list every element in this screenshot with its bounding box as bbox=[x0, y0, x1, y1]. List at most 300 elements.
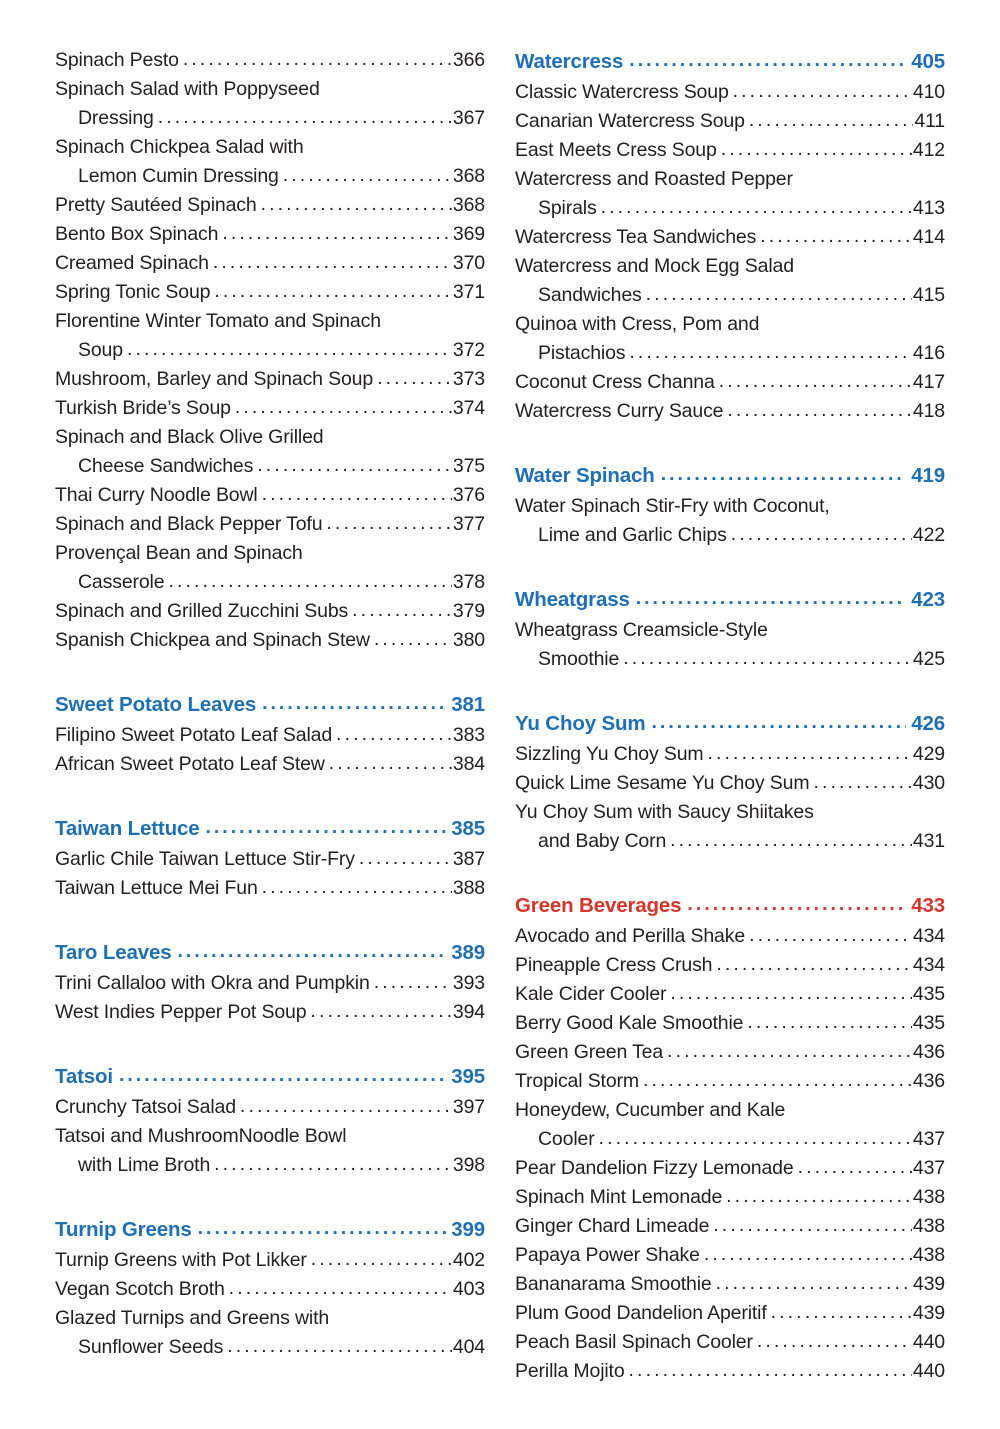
toc-entry-title: Plum Good Dandelion Aperitif bbox=[515, 1302, 767, 1324]
toc-entry[interactable] bbox=[515, 223, 945, 252]
toc-entry-title: Perilla Mojito bbox=[515, 1360, 625, 1382]
toc-page-number: 376 bbox=[452, 484, 485, 506]
toc-page-number: 437 bbox=[912, 1157, 945, 1179]
toc-entry[interactable] bbox=[515, 1183, 945, 1212]
toc-entry[interactable] bbox=[55, 452, 485, 481]
toc-entry[interactable] bbox=[55, 336, 485, 365]
dot-leader bbox=[713, 1211, 912, 1240]
toc-section bbox=[515, 460, 945, 550]
toc-page-number: 368 bbox=[452, 165, 485, 187]
toc-entry[interactable] bbox=[515, 1125, 945, 1154]
dot-leader bbox=[183, 45, 452, 74]
toc-entry[interactable] bbox=[55, 597, 485, 626]
toc-page-number: 412 bbox=[912, 139, 945, 161]
toc-entry-title: Bento Box Spinach bbox=[55, 223, 219, 245]
toc-entry[interactable] bbox=[515, 1357, 945, 1386]
dot-leader bbox=[813, 768, 911, 797]
toc-entry[interactable] bbox=[515, 1270, 945, 1299]
toc-page-number: 371 bbox=[452, 281, 485, 303]
toc-section-heading[interactable] bbox=[55, 689, 485, 721]
dot-leader bbox=[747, 1008, 912, 1037]
toc-section bbox=[515, 708, 945, 856]
toc-page-number: 414 bbox=[912, 226, 945, 248]
dot-leader bbox=[798, 1153, 912, 1182]
dot-leader bbox=[731, 520, 912, 549]
toc-section-heading[interactable] bbox=[55, 813, 485, 845]
dot-leader bbox=[262, 480, 452, 509]
toc-entry[interactable] bbox=[515, 397, 945, 426]
toc-entry[interactable] bbox=[55, 750, 485, 779]
dot-leader bbox=[352, 596, 452, 625]
toc-entry-title: Casserole bbox=[78, 571, 165, 593]
toc-section bbox=[55, 1214, 485, 1362]
dot-leader bbox=[727, 396, 912, 425]
toc-page-number: 426 bbox=[911, 712, 945, 735]
toc-page-number: 440 bbox=[912, 1360, 945, 1382]
toc-entry[interactable] bbox=[55, 1246, 485, 1275]
toc-entry-title: Classic Watercress Soup bbox=[515, 81, 729, 103]
toc-entry[interactable] bbox=[55, 1151, 485, 1180]
dot-leader bbox=[214, 1150, 452, 1179]
toc-section-heading[interactable] bbox=[515, 584, 945, 616]
dot-leader bbox=[757, 1327, 912, 1356]
toc-entry-title: Peach Basil Spinach Cooler bbox=[515, 1331, 753, 1353]
toc-entry[interactable] bbox=[515, 521, 945, 550]
dot-leader bbox=[721, 135, 912, 164]
dot-leader bbox=[771, 1298, 912, 1327]
toc-section-title: Water Spinach bbox=[515, 464, 655, 487]
toc-page-number: 431 bbox=[912, 830, 945, 852]
dot-leader bbox=[222, 219, 452, 248]
toc-entry-title: Spinach and Grilled Zucchini Subs bbox=[55, 600, 349, 622]
dot-leader bbox=[760, 222, 912, 251]
toc-entry-title: Pistachios bbox=[538, 342, 626, 364]
toc-entry-title: Pineapple Cress Crush bbox=[515, 954, 713, 976]
dot-leader bbox=[646, 280, 912, 309]
toc-section bbox=[515, 584, 945, 674]
toc-entry-title: Turnip Greens with Pot Likker bbox=[55, 1249, 307, 1271]
toc-entry-title: Spinach Mint Lemonade bbox=[515, 1186, 723, 1208]
dot-leader bbox=[310, 997, 451, 1026]
toc-entry[interactable] bbox=[55, 133, 485, 162]
toc-section-title: Tatsoi bbox=[55, 1065, 113, 1088]
toc-entry-title: Mushroom, Barley and Spinach Soup bbox=[55, 368, 374, 390]
toc-section-heading[interactable] bbox=[55, 1061, 485, 1093]
dot-leader bbox=[326, 509, 452, 538]
toc-entry[interactable] bbox=[515, 310, 945, 339]
toc-entry[interactable] bbox=[55, 845, 485, 874]
toc-section bbox=[55, 937, 485, 1027]
dot-leader bbox=[177, 936, 446, 967]
toc-entry-title: Taiwan Lettuce Mei Fun bbox=[55, 877, 258, 899]
toc-page-number: 383 bbox=[452, 724, 485, 746]
toc-entry[interactable] bbox=[55, 1333, 485, 1362]
dot-leader bbox=[262, 688, 446, 719]
toc-entry[interactable] bbox=[55, 365, 485, 394]
dot-leader bbox=[214, 277, 452, 306]
toc-entry-title: Kale Cider Cooler bbox=[515, 983, 667, 1005]
dot-leader bbox=[661, 459, 907, 490]
toc-entry[interactable] bbox=[55, 278, 485, 307]
toc-entry[interactable] bbox=[515, 281, 945, 310]
toc-section-heading[interactable] bbox=[515, 708, 945, 740]
toc-page-number: 393 bbox=[452, 972, 485, 994]
toc-entry-title: Pretty Sautéed Spinach bbox=[55, 194, 257, 216]
toc-page-number: 385 bbox=[451, 817, 485, 840]
toc-page-number: 368 bbox=[452, 194, 485, 216]
dot-leader bbox=[240, 1092, 452, 1121]
toc-page-number: 380 bbox=[452, 629, 485, 651]
dot-leader bbox=[636, 583, 907, 614]
toc-entry-title: Papaya Power Shake bbox=[515, 1244, 700, 1266]
toc-entry-title: Spinach Salad with Poppyseed bbox=[55, 78, 320, 100]
toc-page-number: 402 bbox=[452, 1249, 485, 1271]
toc-page-number: 419 bbox=[911, 464, 945, 487]
toc-section-title: Taro Leaves bbox=[55, 941, 172, 964]
toc-columns bbox=[55, 46, 945, 1386]
toc-entry-title: Sizzling Yu Choy Sum bbox=[515, 743, 704, 765]
dot-leader bbox=[261, 190, 452, 219]
toc-section-heading[interactable] bbox=[515, 890, 945, 922]
toc-entry-title: Wheatgrass Creamsicle-Style bbox=[515, 619, 768, 641]
toc-entry[interactable] bbox=[55, 162, 485, 191]
dot-leader bbox=[227, 1332, 452, 1361]
toc-section bbox=[55, 813, 485, 903]
toc-page-number: 369 bbox=[452, 223, 485, 245]
toc-page-number: 436 bbox=[912, 1041, 945, 1063]
toc-entry-title: African Sweet Potato Leaf Stew bbox=[55, 753, 325, 775]
toc-entry[interactable] bbox=[55, 1093, 485, 1122]
toc-entry[interactable] bbox=[515, 827, 945, 856]
toc-page-number: 373 bbox=[452, 368, 485, 390]
toc-entry[interactable] bbox=[515, 1067, 945, 1096]
toc-entry[interactable] bbox=[515, 136, 945, 165]
toc-section-heading[interactable] bbox=[515, 460, 945, 492]
dot-leader bbox=[629, 338, 912, 367]
toc-entry[interactable] bbox=[55, 46, 485, 75]
toc-entry[interactable] bbox=[515, 368, 945, 397]
toc-section-heading[interactable] bbox=[55, 1214, 485, 1246]
dot-leader bbox=[262, 873, 452, 902]
toc-entry[interactable] bbox=[55, 539, 485, 568]
toc-entry-title: Provençal Bean and Spinach bbox=[55, 542, 303, 564]
toc-entry-title: Green Green Tea bbox=[515, 1041, 664, 1063]
toc-entry[interactable] bbox=[515, 740, 945, 769]
toc-page-number: 404 bbox=[452, 1336, 485, 1358]
toc-entry-title: Quinoa with Cress, Pom and bbox=[515, 313, 760, 335]
toc-page-number: 429 bbox=[912, 743, 945, 765]
toc-page-number: 439 bbox=[912, 1302, 945, 1324]
toc-page-number: 403 bbox=[452, 1278, 485, 1300]
toc-entry[interactable] bbox=[515, 107, 945, 136]
toc-page-number: 375 bbox=[452, 455, 485, 477]
dot-leader bbox=[198, 1213, 447, 1244]
toc-page-number: 418 bbox=[912, 400, 945, 422]
toc-entry[interactable] bbox=[515, 252, 945, 281]
toc-entry-title: Dressing bbox=[78, 107, 154, 129]
dot-leader bbox=[708, 739, 912, 768]
toc-entry[interactable] bbox=[55, 568, 485, 597]
toc-entry[interactable] bbox=[515, 194, 945, 223]
dot-leader bbox=[687, 889, 906, 920]
dot-leader bbox=[733, 77, 912, 106]
toc-entry-title: with Lime Broth bbox=[78, 1154, 211, 1176]
toc-entry[interactable] bbox=[515, 1328, 945, 1357]
dot-leader bbox=[623, 644, 912, 673]
toc-page-number: 370 bbox=[452, 252, 485, 274]
dot-leader bbox=[667, 1037, 912, 1066]
toc-entry[interactable] bbox=[55, 969, 485, 998]
toc-entry[interactable] bbox=[55, 510, 485, 539]
toc-column-left bbox=[55, 46, 485, 1362]
toc-entry[interactable] bbox=[55, 1304, 485, 1333]
dot-leader bbox=[599, 1124, 912, 1153]
toc-entry[interactable] bbox=[55, 249, 485, 278]
toc-entry[interactable] bbox=[515, 1241, 945, 1270]
toc-page-number: 413 bbox=[912, 197, 945, 219]
toc-section bbox=[55, 689, 485, 779]
toc-page-number: 423 bbox=[911, 588, 945, 611]
toc-section bbox=[515, 46, 945, 426]
toc-entry[interactable] bbox=[55, 394, 485, 423]
toc-section-heading[interactable] bbox=[515, 46, 945, 78]
toc-entry-title: Garlic Chile Taiwan Lettuce Stir-Fry bbox=[55, 848, 355, 870]
toc-entry[interactable] bbox=[55, 220, 485, 249]
dot-leader bbox=[643, 1066, 912, 1095]
toc-entry[interactable] bbox=[55, 874, 485, 903]
dot-leader bbox=[749, 921, 912, 950]
toc-page-number: 438 bbox=[912, 1186, 945, 1208]
toc-page-number: 388 bbox=[452, 877, 485, 899]
toc-section-title: Yu Choy Sum bbox=[515, 712, 646, 735]
toc-entry-title: Sandwiches bbox=[538, 284, 642, 306]
dot-leader bbox=[670, 826, 912, 855]
dot-leader bbox=[283, 161, 452, 190]
toc-page-number: 395 bbox=[451, 1065, 485, 1088]
toc-entry-title: Crunchy Tatsoi Salad bbox=[55, 1096, 236, 1118]
toc-page-number: 435 bbox=[912, 983, 945, 1005]
toc-page-number: 387 bbox=[452, 848, 485, 870]
dot-leader bbox=[213, 248, 452, 277]
toc-page-number: 405 bbox=[911, 50, 945, 73]
dot-leader bbox=[311, 1245, 452, 1274]
toc-page-number: 425 bbox=[912, 648, 945, 670]
toc-page-number: 389 bbox=[451, 941, 485, 964]
toc-page-number: 436 bbox=[912, 1070, 945, 1092]
toc-page-number: 372 bbox=[452, 339, 485, 361]
toc-entry-title: Sunflower Seeds bbox=[78, 1336, 224, 1358]
toc-entry[interactable] bbox=[515, 798, 945, 827]
toc-page-number: 437 bbox=[912, 1128, 945, 1150]
toc-page-number: 411 bbox=[914, 110, 945, 132]
toc-entry[interactable] bbox=[515, 1154, 945, 1183]
toc-page-number: 410 bbox=[912, 81, 945, 103]
toc-entry-title: Watercress Curry Sauce bbox=[515, 400, 724, 422]
toc-entry[interactable] bbox=[55, 1275, 485, 1304]
toc-entry-title: Turkish Bride’s Soup bbox=[55, 397, 231, 419]
toc-entry-title: Spring Tonic Soup bbox=[55, 281, 211, 303]
toc-section bbox=[55, 46, 485, 655]
toc-entry-title: Yu Choy Sum with Saucy Shiitakes bbox=[515, 801, 814, 823]
toc-entry-title: Vegan Scotch Broth bbox=[55, 1278, 225, 1300]
toc-entry-title: Glazed Turnips and Greens with bbox=[55, 1307, 330, 1329]
toc-page-number: 397 bbox=[452, 1096, 485, 1118]
toc-page-number: 434 bbox=[912, 954, 945, 976]
toc-section-title: Wheatgrass bbox=[515, 588, 630, 611]
dot-leader bbox=[651, 707, 906, 738]
toc-entry[interactable] bbox=[515, 1212, 945, 1241]
toc-entry-title: Creamed Spinach bbox=[55, 252, 209, 274]
toc-entry-title: Spinach and Black Olive Grilled bbox=[55, 426, 324, 448]
toc-entry-title: Cheese Sandwiches bbox=[78, 455, 254, 477]
dot-leader bbox=[629, 1356, 912, 1385]
toc-page-number: 381 bbox=[451, 693, 485, 716]
toc-entry[interactable] bbox=[55, 998, 485, 1027]
toc-page-number: 377 bbox=[452, 513, 485, 535]
toc-entry-title: Coconut Cress Channa bbox=[515, 371, 715, 393]
toc-page-number: 434 bbox=[912, 925, 945, 947]
dot-leader bbox=[726, 1182, 912, 1211]
toc-page-number: 367 bbox=[452, 107, 485, 129]
toc-entry-title: Watercress and Roasted Pepper bbox=[515, 168, 793, 190]
toc-page-number: 433 bbox=[911, 894, 945, 917]
toc-section-title: Turnip Greens bbox=[55, 1218, 192, 1241]
toc-page-number: 440 bbox=[912, 1331, 945, 1353]
dot-leader bbox=[158, 103, 452, 132]
toc-entry[interactable] bbox=[55, 721, 485, 750]
toc-entry-title: Spinach Chickpea Salad with bbox=[55, 136, 304, 158]
toc-page-number: 439 bbox=[912, 1273, 945, 1295]
toc-entry[interactable] bbox=[515, 645, 945, 674]
toc-page-number: 430 bbox=[912, 772, 945, 794]
dot-leader bbox=[374, 625, 452, 654]
toc-page-number: 378 bbox=[452, 571, 485, 593]
dot-leader bbox=[716, 950, 912, 979]
toc-entry-title: Honeydew, Cucumber and Kale bbox=[515, 1099, 786, 1121]
toc-entry[interactable] bbox=[515, 339, 945, 368]
toc-entry[interactable] bbox=[515, 616, 945, 645]
toc-page-number: 416 bbox=[912, 342, 945, 364]
toc-page-number: 366 bbox=[452, 49, 485, 71]
dot-leader bbox=[127, 335, 452, 364]
toc-page-number: 384 bbox=[452, 753, 485, 775]
toc-entry[interactable] bbox=[515, 78, 945, 107]
dot-leader bbox=[374, 968, 452, 997]
toc-entry[interactable] bbox=[55, 1122, 485, 1151]
dot-leader bbox=[719, 367, 912, 396]
toc-entry[interactable] bbox=[55, 423, 485, 452]
dot-leader bbox=[257, 451, 452, 480]
toc-section bbox=[55, 1061, 485, 1180]
dot-leader bbox=[670, 979, 912, 1008]
toc-entry-title: Spanish Chickpea and Spinach Stew bbox=[55, 629, 370, 651]
toc-page-number: 394 bbox=[452, 1001, 485, 1023]
toc-page-number: 438 bbox=[912, 1244, 945, 1266]
toc-entry-title: Canarian Watercress Soup bbox=[515, 110, 745, 132]
toc-entry[interactable] bbox=[515, 980, 945, 1009]
toc-entry-title: Spinach and Black Pepper Tofu bbox=[55, 513, 323, 535]
toc-entry[interactable] bbox=[515, 1038, 945, 1067]
toc-entry-title: Avocado and Perilla Shake bbox=[515, 925, 746, 947]
toc-page-number: 435 bbox=[912, 1012, 945, 1034]
toc-section-title: Taiwan Lettuce bbox=[55, 817, 200, 840]
toc-page-number: 438 bbox=[912, 1215, 945, 1237]
toc-entry[interactable] bbox=[55, 307, 485, 336]
toc-entry[interactable] bbox=[55, 481, 485, 510]
toc-entry-title: Florentine Winter Tomato and Spinach bbox=[55, 310, 381, 332]
toc-entry-title: Lemon Cumin Dressing bbox=[78, 165, 279, 187]
dot-leader bbox=[119, 1060, 446, 1091]
dot-leader bbox=[377, 364, 452, 393]
toc-section-title: Green Beverages bbox=[515, 894, 682, 917]
toc-entry[interactable] bbox=[515, 492, 945, 521]
dot-leader bbox=[205, 812, 446, 843]
toc-page-number: 422 bbox=[912, 524, 945, 546]
dot-leader bbox=[749, 106, 914, 135]
toc-entry-title: Watercress and Mock Egg Salad bbox=[515, 255, 794, 277]
toc-entry-title: Lime and Garlic Chips bbox=[538, 524, 727, 546]
toc-entry-title: Cooler bbox=[538, 1128, 595, 1150]
toc-page-number: 415 bbox=[912, 284, 945, 306]
toc-entry-title: Ginger Chard Limeade bbox=[515, 1215, 710, 1237]
toc-page-number: 398 bbox=[452, 1154, 485, 1176]
toc-entry[interactable] bbox=[515, 951, 945, 980]
toc-entry[interactable] bbox=[55, 104, 485, 133]
dot-leader bbox=[168, 567, 451, 596]
toc-entry-title: Water Spinach Stir-Fry with Coconut, bbox=[515, 495, 830, 517]
dot-leader bbox=[336, 720, 452, 749]
dot-leader bbox=[629, 45, 906, 76]
toc-entry[interactable] bbox=[515, 922, 945, 951]
toc-entry[interactable] bbox=[55, 626, 485, 655]
toc-entry[interactable] bbox=[55, 191, 485, 220]
toc-entry[interactable] bbox=[515, 165, 945, 194]
dot-leader bbox=[704, 1240, 912, 1269]
toc-entry-title: and Baby Corn bbox=[538, 830, 667, 852]
toc-entry[interactable] bbox=[515, 1299, 945, 1328]
toc-entry[interactable] bbox=[515, 769, 945, 798]
toc-entry-title: Thai Curry Noodle Bowl bbox=[55, 484, 258, 506]
toc-section-heading[interactable] bbox=[55, 937, 485, 969]
toc-entry-title: Quick Lime Sesame Yu Choy Sum bbox=[515, 772, 810, 794]
dot-leader bbox=[329, 749, 452, 778]
toc-entry-title: Spinach Pesto bbox=[55, 49, 179, 71]
toc-entry-title: Smoothie bbox=[538, 648, 620, 670]
toc-entry-title: Watercress Tea Sandwiches bbox=[515, 226, 757, 248]
toc-entry-title: Tatsoi and MushroomNoodle Bowl bbox=[55, 1125, 347, 1147]
dot-leader bbox=[235, 393, 452, 422]
toc-page-number: 417 bbox=[912, 371, 945, 393]
toc-entry-title: Soup bbox=[78, 339, 123, 361]
toc-section bbox=[515, 890, 945, 1386]
toc-page-number: 399 bbox=[451, 1218, 485, 1241]
toc-entry-title: West Indies Pepper Pot Soup bbox=[55, 1001, 307, 1023]
toc-entry-title: Berry Good Kale Smoothie bbox=[515, 1012, 744, 1034]
toc-page-number: 379 bbox=[452, 600, 485, 622]
dot-leader bbox=[229, 1274, 452, 1303]
toc-entry-title: Pear Dandelion Fizzy Lemonade bbox=[515, 1157, 794, 1179]
toc-entry-title: Tropical Storm bbox=[515, 1070, 639, 1092]
toc-entry[interactable] bbox=[55, 75, 485, 104]
dot-leader bbox=[716, 1269, 912, 1298]
toc-column-right bbox=[515, 46, 945, 1386]
toc-entry-title: Spirals bbox=[538, 197, 597, 219]
toc-entry[interactable] bbox=[515, 1096, 945, 1125]
toc-page-number: 374 bbox=[452, 397, 485, 419]
toc-entry-title: Filipino Sweet Potato Leaf Salad bbox=[55, 724, 333, 746]
toc-entry[interactable] bbox=[515, 1009, 945, 1038]
toc-entry-title: Bananarama Smoothie bbox=[515, 1273, 712, 1295]
